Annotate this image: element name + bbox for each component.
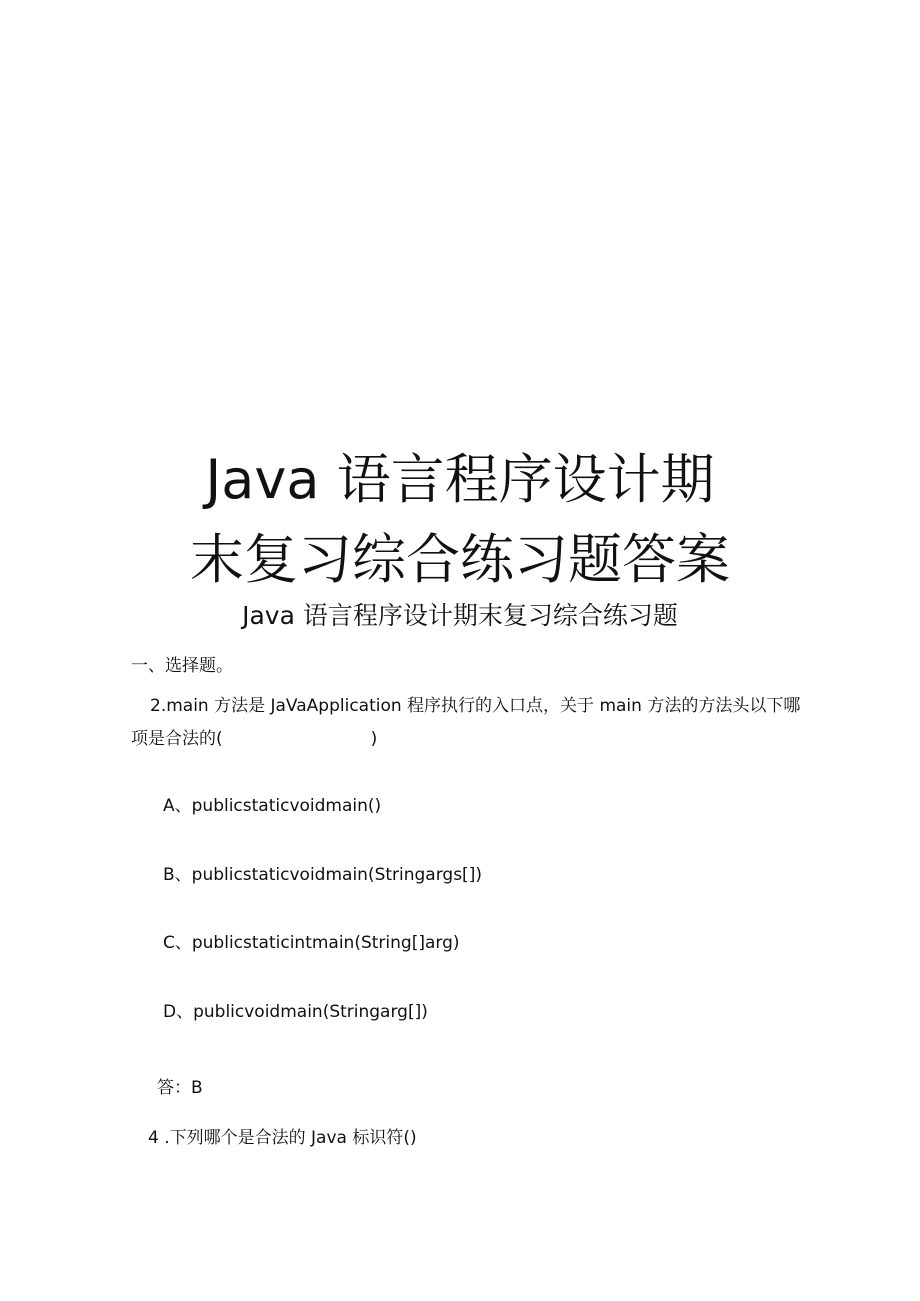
question-2-prefix: 项是合法的( xyxy=(131,729,223,749)
question-2-text-line-1: 2.main 方法是 JaVaApplication 程序执行的入口点，关于 main 方法的方法头以下哪 xyxy=(150,696,801,716)
document-title-line-1: Java 语言程序设计期 xyxy=(205,448,715,511)
option-b: B、publicstaticvoidmain(Stringargs[]) xyxy=(163,865,482,885)
section-heading: 一、选择题。 xyxy=(131,656,233,676)
option-d: D、publicvoidmain(Stringarg[]) xyxy=(163,1002,428,1022)
document-subtitle: Java 语言程序设计期末复习综合练习题 xyxy=(242,601,678,630)
question-2-text-line-2 xyxy=(131,727,377,751)
document-title-line-2: 末复习综合练习题答案 xyxy=(190,528,730,591)
option-a: A、publicstaticvoidmain() xyxy=(163,796,382,816)
option-c: C、publicstaticintmain(String[]arg) xyxy=(163,933,460,953)
question-2-suffix: ) xyxy=(370,729,378,749)
question-2-answer: 答：B xyxy=(157,1078,203,1098)
question-4-text: 4 .下列哪个是合法的 Java 标识符() xyxy=(148,1128,417,1148)
